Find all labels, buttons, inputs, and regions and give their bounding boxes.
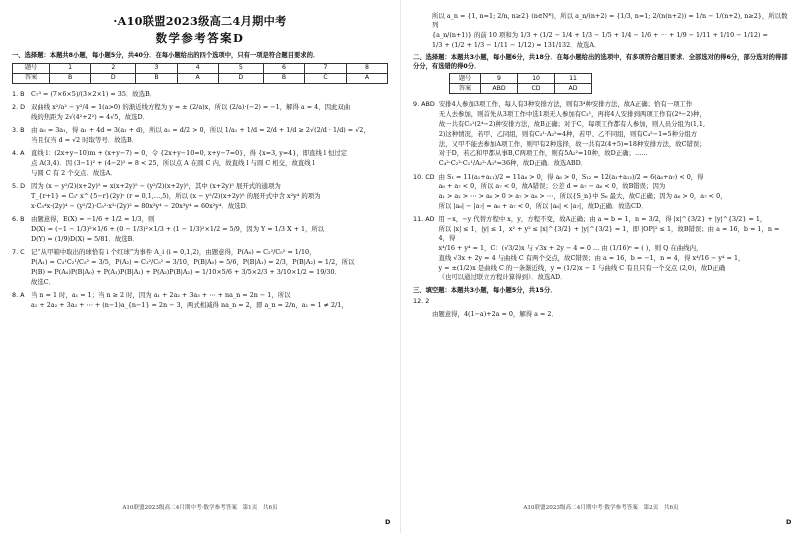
table-cell: 答案	[13, 73, 50, 83]
solution-line: a₆ + a₇ < 0，所以 a₇ < 0，故A错误；公差 d = a₇ − a₆ < 0，故B错误；因为	[438, 182, 666, 191]
solution-line: 故一共有C₃¹(2⁴−2)种安排方法，故B正确；对于C，每项工作都有人参加，则人员分组为(1,1,	[438, 119, 706, 128]
solution-line: 记“从甲箱中取出的球恰有 i 个红球”为事件 A_i (i = 0,1,2)，由题意得，P(A₀) = C₂²/C₅² = 1/10，	[31, 248, 316, 257]
page-corner-mark: D	[385, 518, 391, 526]
solution-line: a₁ + 2a₂ + 3a₃ + ⋯ + (n−1)a_{n−1} = 2n − 3，两式相减得 na_n = 2，即 a_n = 2/n，a₁ = 1 ≠ 2/1，	[31, 300, 348, 309]
solution-line: 安排4人参加3项工作，每人有3种安排方法，则有3⁴种安排方法，故A正确；恰有一项工作	[438, 100, 693, 109]
exam-subtitle: 数学参考答案D	[155, 31, 245, 46]
table-row	[13, 73, 388, 83]
solution-body	[439, 215, 790, 283]
solution-10	[413, 173, 789, 212]
solution-2	[12, 103, 388, 123]
solution-number: 3. B	[12, 126, 25, 135]
solution-line: C₄²·C₂²·C₁¹/A₂²·A₃³=36种，故D正确．故选ABD．	[438, 159, 588, 168]
page-footer: A10联盟2023级高二4月期中考·数学参考答案 第1页 共6页	[122, 505, 278, 511]
solution-line: 与圆 C 有 2 个交点．故选A．	[31, 168, 117, 177]
solution-1	[12, 90, 388, 100]
solution-body	[31, 90, 388, 100]
solution-line: 由题意得，4(1−a)+2a = 0，解得 a = 2．	[432, 309, 558, 318]
solution-number: 4. A	[12, 149, 25, 158]
page-1-content	[12, 12, 388, 314]
solution-line: T_{r+1} = C₅ʳ x^{5−r}(2y)ʳ (r = 0,1,…,5)，所以 (x − y²/2)(x+2y)⁵ 的展开式中含 x²y⁴ 的项为	[31, 192, 321, 201]
table-cell: D	[91, 73, 136, 83]
solution-body	[31, 215, 388, 244]
solution-line: D(Y) = (1/9)D(X) = 5/81．故选B．	[31, 234, 139, 243]
solution-line: 无人去参加，则首先从3项工作中选1项无人参加有C₃¹，再将4人安排到两项工作有(2⁴−2)种，	[438, 110, 706, 119]
solution-number: 11. AD	[413, 215, 435, 224]
solution-line: 点 A(3,4)．因 (3−1)² + (4−2)² = 8 < 25，所以点 A 在圆 C 内，故直线 l 与圆 C 相交，故直线 l	[31, 159, 315, 168]
answer-sheet-page-2	[400, 0, 800, 533]
solution-8	[12, 291, 388, 311]
solution-body	[439, 100, 789, 169]
section-1-heading: 一、选择题：本题共8小题，每小题5分，共40分．在每小题给出的四个选项中，只有一项是符合题目要求的．	[12, 52, 320, 60]
solution-number: 12. 2	[413, 297, 430, 306]
solution-line: 由 S₁ = 11(a₁+a₁₁)/2 = 11a₆ > 0，得 a₆ > 0，S₁₂ = 12(a₁+a₁₂)/2 = 6(a₆+a₇) < 0，得	[438, 172, 704, 181]
solution-7	[12, 248, 388, 287]
solution-line: 双曲线 x²/a² − y²/4 = 1(a>0) 的渐近线方程为 y = ± (2/a)x，所以 (2/a)·(−2) = −1，解得 a = 4，因此双曲	[31, 103, 351, 112]
page-2-content	[413, 12, 789, 320]
continuation-line: 1/3 + (1/2 + 1/3 − 1/11 − 1/12) = 131/132．故选A．	[432, 41, 601, 50]
table-cell: 2	[91, 63, 136, 73]
solution-line: 直线 l：(2x+y−10)m + (x+y−7) = 0，令 {2x+y−10=0, x+y−7=0}，得 {x=3, y=4}，即直线 l 恒过定	[31, 149, 348, 158]
solution-body	[31, 291, 388, 311]
solution-line: P(B) = P(A₀)P(B|A₀) + P(A₁)P(B|A₁) + P(A₂)P(B|A₂) = 1/10×5/6 + 3/5×2/3 + 3/10×1/2 = 19/30．	[31, 267, 341, 276]
continuation-line: 所以 a_n = {1, n=1; 2/n, n≥2} (n∈N*)，所以 a_n/(n+2) = {1/3, n=1; 2/(n(n+2)) = 1/n − 1/(n+2), n≥2}，所以数列	[432, 12, 788, 29]
solution-number: 1. B	[12, 89, 25, 98]
solution-line: 用 −x，−y 代替方程中 x，y，方程不变，故A正确；由 a = b = 1，n = 3/2，得 |x|^{3/2} + |y|^{3/2} = 1，	[438, 215, 767, 224]
solution-body	[31, 103, 388, 123]
table-cell: 6	[263, 63, 304, 73]
table-cell: B	[136, 73, 177, 83]
table-cell: AD	[555, 84, 592, 94]
solution-body	[31, 126, 388, 146]
solution-number: 10. CD	[413, 172, 435, 181]
solution-12	[413, 297, 789, 306]
solution-9	[413, 100, 789, 169]
solution-line: 所以 |a₆| − |a₇| = a₆ + a₇ < 0，所以 |a₆| < |a₇|，故D正确．故选CD．	[438, 202, 648, 211]
exam-title: ·A10联盟2023级高二4月期中考	[113, 14, 287, 28]
solution-line: 因为 (x − y²/2)(x+2y)⁵ = x(x+2y)⁵ − (y²/2)(x+2y)⁵，其中 (x+2y)⁵ 展开式的通项为	[31, 182, 281, 191]
solution-number: 5. D	[12, 182, 26, 191]
solution-line: 由 a₅ = 3a₁，得 a₁ + 4d = 3(a₁ + d)，所以 a₁ = d/2 > 0，所以 1/a₁ + 1/d = 2/d + 1/d ≥ 2√(2/d · 1/d) = √2，	[31, 126, 370, 135]
solution-number: 6. B	[12, 215, 25, 224]
page-footer: A10联盟2023级高二4月期中考·数学参考答案 第2页 共6页	[523, 505, 679, 511]
table-cell: 1	[50, 63, 91, 73]
solution-line: 对于D，若乙和甲都从事B,C两项工作，则有5A₂²=10种，故D正确；……	[438, 149, 648, 158]
solution-line: C₇³ = (7×6×5)/(3×2×1) = 35．故选B．	[31, 89, 157, 98]
solution-6	[12, 215, 388, 244]
table-cell: A	[177, 73, 218, 83]
table-cell: 答案	[450, 84, 481, 94]
table-cell: 10	[518, 74, 555, 84]
table-cell: B	[263, 73, 304, 83]
solution-line: x⁴/16 + y⁴ = 1，C：(√3/2)x 与 √3x + 2y − 4 = 0 … 由 (1/16)ⁿ = ( )，则 Q 在曲线内，	[438, 243, 703, 252]
solution-line: （也可以通过联立方程计算得到）．故选AD．	[438, 273, 567, 282]
solution-3	[12, 126, 388, 146]
solution-number: 2. D	[12, 103, 26, 112]
table-cell: 题号	[450, 74, 481, 84]
table-row	[450, 84, 592, 94]
solution-number: 9. ABD	[413, 100, 435, 109]
continuation-line: {a_n/(n+1)} 的前 10 项和为 1/3 + (1/2 − 1/4 + 1/3 − 1/5 + 1/4 − 1/6 + ⋯ + 1/9 − 1/11 + 1/10 − 1/12) =	[432, 31, 768, 40]
solution-number: 7. C	[12, 248, 25, 257]
solution-4	[12, 149, 388, 178]
solution-line: 当且仅当 d = √2 时取等号．故选B．	[31, 136, 139, 144]
page-corner-mark: D	[786, 518, 792, 526]
answer-table-1	[12, 63, 388, 84]
solution-line: P(A₁) = C₃¹C₂¹/C₅² = 3/5，P(A₂) = C₃²/C₅² = 3/10，P(B|A₀) = 5/6，P(B|A₁) = 2/3，P(B|A₂) = 1/2，所以	[31, 258, 355, 267]
table-cell: 7	[305, 63, 347, 73]
solution-body	[31, 149, 388, 178]
solution-line: 线的焦距为 2√(4²+2²) = 4√5，故选D．	[31, 112, 150, 121]
solution-number: 8. A	[12, 291, 25, 300]
table-cell: CD	[518, 84, 555, 94]
table-cell: 题号	[13, 63, 50, 73]
table-cell: C	[305, 73, 347, 83]
table-row	[13, 63, 388, 73]
solution-line: a₁ > a₂ > ⋯ > a₆ > 0 > a₇ > a₈ > ⋯，所以{S_n}中 S₆ 最大，故C正确；因为 a₆ > 0，a₇ < 0，	[438, 192, 727, 201]
table-cell: 3	[136, 63, 177, 73]
solution-body	[433, 297, 789, 306]
solution-body	[439, 173, 789, 212]
solution-body	[31, 182, 388, 211]
table-row	[450, 74, 592, 84]
solution-line: 故选C．	[31, 277, 56, 286]
table-cell: 5	[218, 63, 263, 73]
table-cell: A	[346, 73, 387, 83]
solution-line: 直线 √3x + 2y = 4 与曲线 C 有两个交点，故C错误；由 a = 16，b = −1，n = 4，得 x⁴/16 − y⁴ = 1，	[438, 253, 745, 262]
solution-line: 法，又甲不能去参加A项工作，则甲有2种选择，故一共有2(4+5)=18种安排方法，故C错误；	[438, 139, 706, 148]
section-3-heading: 三、填空题：本题共3小题，每小题5分，共15分．	[413, 286, 557, 294]
answer-table-2	[449, 73, 592, 94]
solution-line: y = ±(1/2)x 是曲线 C 的一条渐近线，y = (1/2)x − 1 与曲线 C 有且只有一个交点 (2,0)，故D正确	[438, 263, 726, 272]
table-cell: D	[218, 73, 263, 83]
table-cell: 9	[481, 74, 518, 84]
solution-line: D(X) = (−1 − 1/3)²×1/6 + (0 − 1/3)²×1/3 + (1 − 1/3)²×1/2 = 5/9，因为 Y = 1/3 X + 1，所以	[31, 225, 325, 234]
solution-body	[31, 248, 388, 287]
solution-line: 由题意得，E(X) = −1/6 + 1/2 = 1/3，则	[31, 215, 155, 224]
solution-5	[12, 182, 388, 211]
table-cell: 11	[555, 74, 592, 84]
solution-line: 2)这种情况，若甲、乙同组，则有C₃¹·A₂²=4种，若甲、乙不同组，则有C₄²−1=5种分组方	[438, 129, 698, 138]
solution-line: 当 n = 1 时，a₁ = 1；当 n ≥ 2 时，因为 a₁ + 2a₂ + 3a₃ + ⋯ + na_n = 2n − 1，所以	[31, 291, 291, 300]
solution-line: x·C₅⁴x·(2y)⁴ − (y²/2)·C₅²·x³·(2y)² = 80x²y⁴ − 20x³y⁴ = 60x²y⁴．故选D．	[31, 201, 253, 210]
table-cell: ABD	[481, 84, 518, 94]
solution-line: 所以 |x| ≤ 1，|y| ≤ 1，x² + y² ≤ |x|^{3/2} + |y|^{3/2} = 1，即 |OP|² ≤ 1，故B错误；由 a = 16，b = 1，n = 4，得	[438, 225, 780, 243]
solution-11	[413, 215, 789, 283]
section-2-heading: 二、选择题：本题共3小题，每小题6分，共18分．在每小题给出的选项中，有多项符合题目要求．全部选对的得6分，部分选对的得部分分，有选错的得0分．	[413, 54, 788, 70]
table-cell: B	[50, 73, 91, 83]
table-cell: 8	[346, 63, 387, 73]
table-cell: 4	[177, 63, 218, 73]
